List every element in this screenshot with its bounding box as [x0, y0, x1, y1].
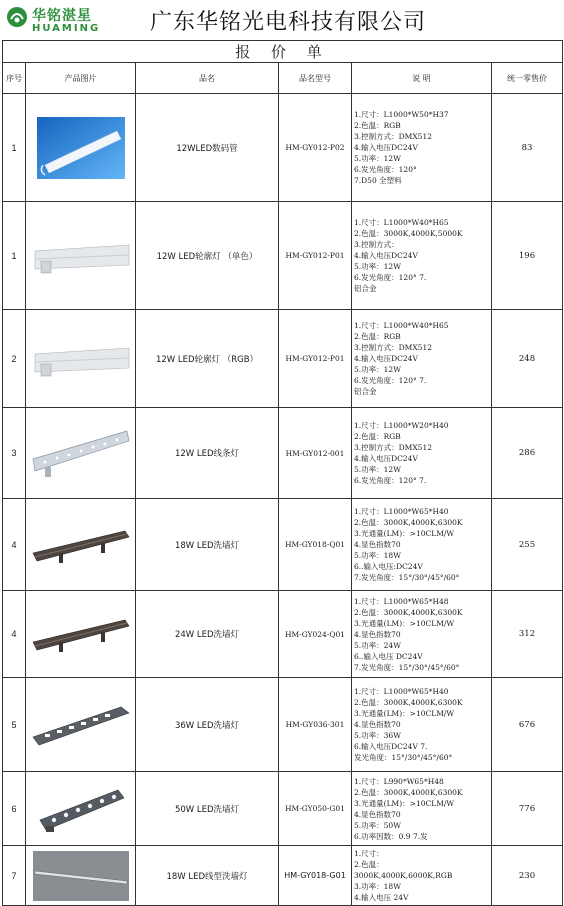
col-header-no: 序号	[3, 63, 26, 94]
spec-line: 7.发光角度：15°/30°/45°/60°	[354, 573, 460, 582]
spec-line: 5.功率：50W	[354, 820, 401, 830]
product-spec	[352, 94, 492, 202]
col-header-spec: 说 明	[352, 63, 492, 94]
linear-light-image	[31, 425, 131, 481]
product-image	[26, 591, 136, 678]
spec-line: 铝合金	[354, 387, 377, 396]
product-name: 24W LED洗墙灯	[136, 591, 279, 678]
product-model: HM-GY018-Q01	[279, 499, 352, 591]
row-no: 1	[3, 202, 26, 310]
spec-line: 1.尺寸：L1000*W65*H48	[354, 596, 449, 606]
spec-line: 2.色温：3000K,4000K,5000K	[354, 229, 463, 238]
spec-line: 7.发光角度：15°/30°/45°/60°	[354, 662, 460, 672]
spec-line: 3.光通量(LM)：>10CLM/W	[354, 798, 455, 808]
spec-line: 1.尺寸：L990*W65*H48	[354, 776, 444, 786]
table-header-row	[3, 63, 563, 94]
spec-line: 1.尺寸：L1000*W50*H37	[354, 110, 449, 119]
spec-line: 5.功率：12W	[354, 154, 401, 163]
spec-line: 4.输入电压DC24V	[354, 354, 418, 363]
spec-line: 4.输入电压DC24V	[354, 251, 418, 260]
product-name: 36W LED洗墙灯	[136, 678, 279, 772]
spec-line: 4.显色指数70	[354, 809, 401, 819]
wall-washer-36w-image	[31, 701, 131, 749]
spec-line: 3.控制方式：	[354, 240, 399, 249]
col-header-image: 产品图片	[26, 63, 136, 94]
product-spec	[352, 310, 492, 408]
product-model: HM-GY012-001	[279, 408, 352, 499]
wall-washer-24w-image	[31, 612, 131, 656]
product-image	[26, 499, 136, 591]
row-no: 4	[3, 499, 26, 591]
spec-line: 4.输入电压DC24V	[354, 454, 418, 463]
spec-line: 5.功率：18W	[354, 551, 401, 560]
spec-line: 3.光通量(LM)：>10CLM/W	[354, 618, 455, 628]
col-header-price: 统一零售价	[492, 63, 563, 94]
linear-wall-washer-image	[33, 851, 129, 901]
product-image	[26, 408, 136, 499]
quotation-table	[2, 40, 563, 906]
led-digital-tube-image	[37, 117, 125, 179]
col-header-model: 品名型号	[279, 63, 352, 94]
spec-line: 6.发光角度：120° 7.	[354, 273, 427, 282]
spec-line: 1.尺寸：	[354, 849, 384, 858]
spec-line: 2.色温：RGB	[354, 332, 401, 341]
product-price: 196	[492, 202, 563, 310]
logo-mark-icon	[6, 6, 28, 28]
spec-line: 5.功率：12W	[354, 262, 401, 271]
product-spec	[352, 846, 492, 906]
contour-light-image	[31, 231, 131, 281]
table-row	[3, 591, 563, 678]
product-spec	[352, 772, 492, 846]
product-image	[26, 678, 136, 772]
product-price: 312	[492, 591, 563, 678]
spec-line: 3.控制方式：DMX512	[354, 443, 433, 452]
spec-line: 4.显色指数70	[354, 629, 401, 639]
spec-line: 6.输入电压DC24V 7.	[354, 742, 428, 751]
spec-line: 2.色温：RGB	[354, 432, 401, 441]
spec-line: 发光角度：15°/30°/45°/60°	[354, 753, 453, 762]
logo-en-text: HUAMING	[32, 23, 101, 34]
spec-line: 6.功率因数：0.9 7.发	[354, 831, 428, 841]
spec-line: 3.控制方式：DMX512	[354, 343, 433, 352]
product-price: 676	[492, 678, 563, 772]
product-spec	[352, 591, 492, 678]
product-name: 50W LED洗墙灯	[136, 772, 279, 846]
row-no: 1	[3, 94, 26, 202]
product-price: 776	[492, 772, 563, 846]
product-image	[26, 846, 136, 906]
product-name: 18W LED线型洗墙灯	[136, 846, 279, 906]
spec-line: 4.输入电压DC24V	[354, 143, 418, 152]
product-price: 286	[492, 408, 563, 499]
product-model: HM-GY012-P01	[279, 202, 352, 310]
table-row	[3, 678, 563, 772]
product-name: 12W LED轮廓灯 （RGB）	[136, 310, 279, 408]
product-image	[26, 310, 136, 408]
table-row	[3, 310, 563, 408]
quotation-title: 报 价 单	[3, 41, 563, 63]
product-price: 248	[492, 310, 563, 408]
spec-line: 3000K,4000K,6000K,RGB	[354, 871, 453, 880]
spec-line: 6.发光角度：120° 7.	[354, 476, 427, 485]
product-spec	[352, 678, 492, 772]
spec-line: 5.功率：12W	[354, 465, 401, 474]
spec-line: 2.色温：RGB	[354, 121, 401, 130]
spec-line: 2.色温：	[354, 860, 384, 869]
product-spec	[352, 408, 492, 499]
product-model: HM-GY050-G01	[279, 772, 352, 846]
product-image	[26, 202, 136, 310]
spec-line: 5.功率：12W	[354, 365, 401, 374]
spec-line: 1.尺寸：L1000*W20*H40	[354, 421, 449, 430]
spec-line: 3.功率：18W	[354, 882, 401, 891]
product-price: 255	[492, 499, 563, 591]
spec-line: 3.光通量(LM)：>10CLM/W	[354, 709, 455, 718]
product-price: 83	[492, 94, 563, 202]
row-no: 3	[3, 408, 26, 499]
product-image	[26, 94, 136, 202]
product-model: HM-GY012-P02	[279, 94, 352, 202]
spec-line: 3.光通量(LM)：>10CLM/W	[354, 529, 455, 538]
spec-line: 2.色温：3000K,4000K,6300K	[354, 698, 463, 707]
spec-line: 5.功率：36W	[354, 731, 401, 740]
wall-washer-50w-image	[36, 782, 126, 836]
spec-line: 1.尺寸：L1000*W65*H40	[354, 507, 449, 516]
spec-line: 2.色温：3000K,4000K,6300K	[354, 787, 463, 797]
product-model: HM-GY012-P01	[279, 310, 352, 408]
product-name: 12W LED轮廓灯 （单色）	[136, 202, 279, 310]
table-row	[3, 408, 563, 499]
row-no: 2	[3, 310, 26, 408]
table-row	[3, 772, 563, 846]
product-model: HM-GY036-301	[279, 678, 352, 772]
page-header	[0, 0, 564, 40]
spec-line: 3.控制方式：DMX512	[354, 132, 433, 141]
product-spec	[352, 202, 492, 310]
spec-line: 1.尺寸：L1000*W40*H65	[354, 321, 449, 330]
col-header-name: 品名	[136, 63, 279, 94]
spec-line: 6.发光角度：120° 7.	[354, 376, 427, 385]
product-spec	[352, 499, 492, 591]
spec-line: 6..输入电压 DC24V	[354, 651, 423, 661]
table-row	[3, 94, 563, 202]
table-row	[3, 202, 563, 310]
product-model: HM-GY024-Q01	[279, 591, 352, 678]
wall-washer-18w-image	[31, 523, 131, 567]
product-name: 18W LED洗墙灯	[136, 499, 279, 591]
row-no: 7	[3, 846, 26, 906]
spec-line: 6.发光角度：120°	[354, 165, 417, 174]
spec-line: 4.显色指数70	[354, 720, 401, 729]
spec-line: 1.尺寸：L1000*W40*H65	[354, 218, 449, 227]
product-name: 12WLED数码管	[136, 94, 279, 202]
spec-line: 1.尺寸：L1000*W65*H40	[354, 687, 449, 696]
company-name: 广东华铭光电科技有限公司	[150, 10, 427, 35]
table-row	[3, 499, 563, 591]
spec-line: 2.色温：3000K,4000K,6300K	[354, 607, 463, 617]
product-model: HM-GY018-G01	[279, 846, 352, 906]
row-no: 5	[3, 678, 26, 772]
company-logo	[6, 4, 124, 36]
table-row	[3, 846, 563, 906]
row-no: 6	[3, 772, 26, 846]
product-name: 12W LED线条灯	[136, 408, 279, 499]
spec-line: 4.显色指数70	[354, 540, 401, 549]
spec-line: 7.D50 全塑料	[354, 176, 402, 185]
product-price: 230	[492, 846, 563, 906]
spec-line: 5.功率：24W	[354, 640, 401, 650]
row-no: 4	[3, 591, 26, 678]
spec-line: 6..输入电压:DC24V	[354, 562, 423, 571]
logo-cn-text: 华铭湛星	[32, 8, 92, 24]
spec-line: 2.色温：3000K,4000K,6300K	[354, 518, 463, 527]
spec-line: 铝合金	[354, 284, 377, 293]
spec-line: 4.输入电压 24V	[354, 893, 409, 902]
product-image	[26, 772, 136, 846]
contour-light-rgb-image	[31, 334, 131, 384]
